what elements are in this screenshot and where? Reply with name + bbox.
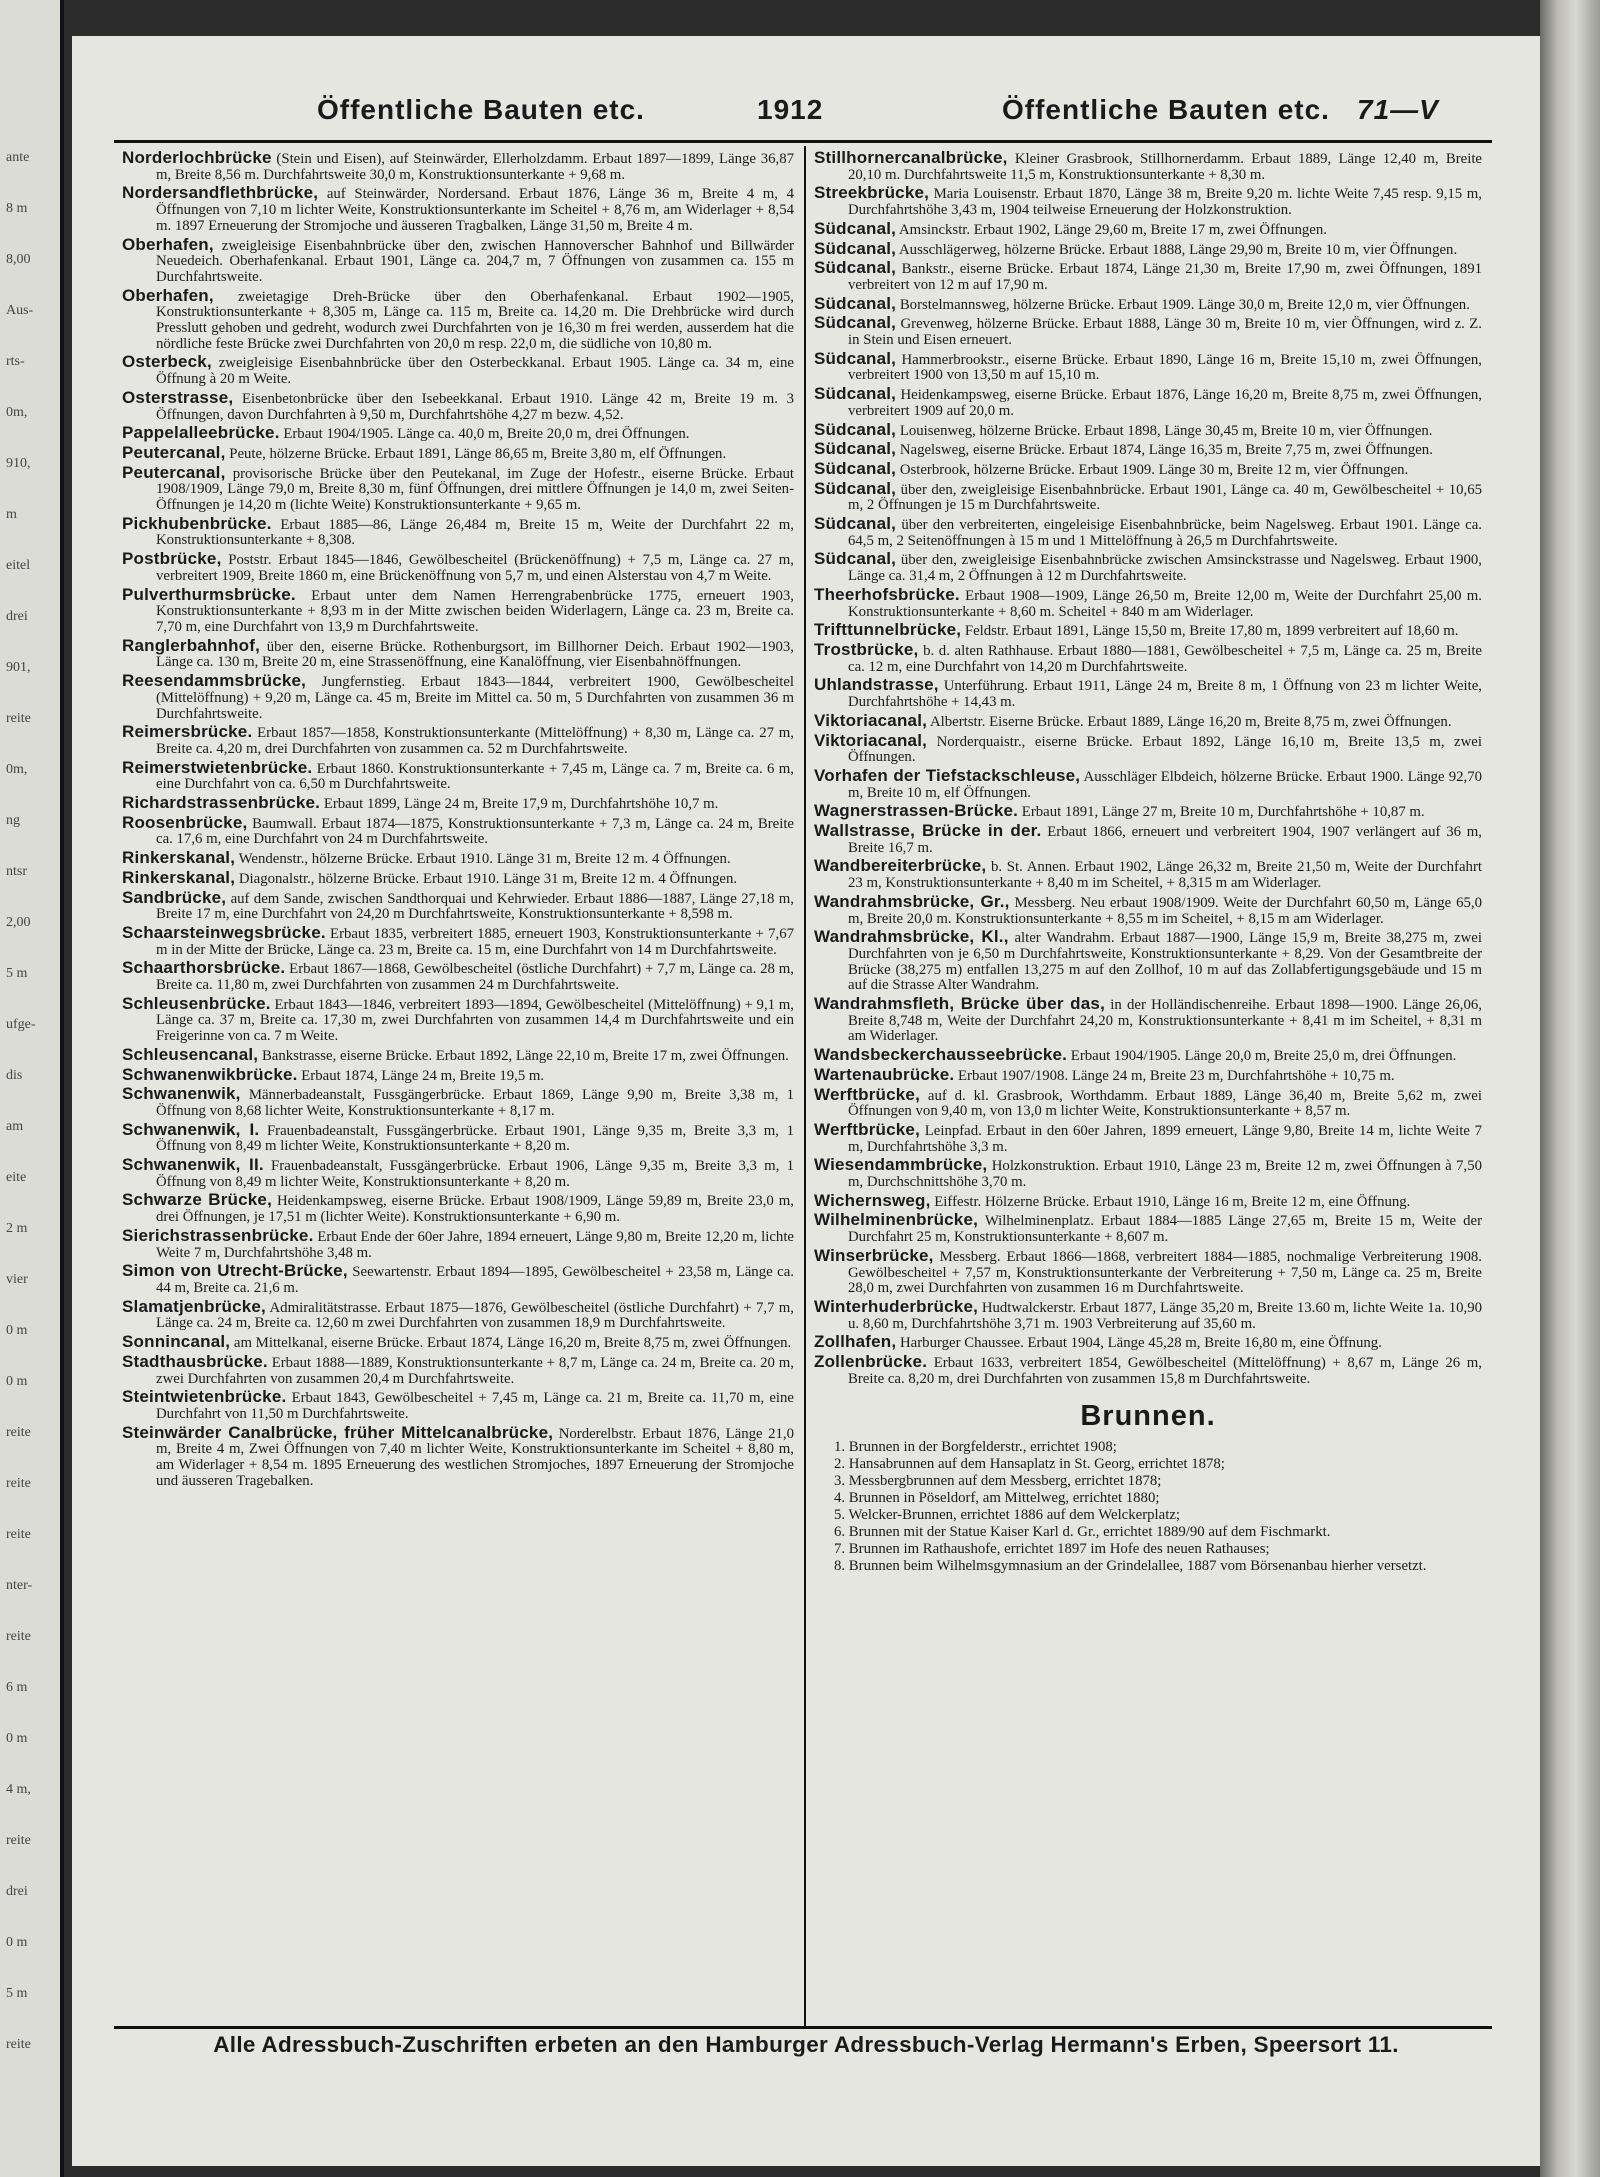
entry-text: Erbaut 1891, Länge 27 m, Breite 10 m, Durchfahrtshöhe + 10,87 m. <box>1021 804 1425 821</box>
entry-name: Wandrahmsbrücke, Kl., <box>814 927 1009 947</box>
directory-entry <box>814 478 1482 514</box>
publisher-footer: Alle Adressbuch-Zuschriften erbeten an den Hamburger Adressbuch-Verlag Hermann's Erben, Speersort 11. <box>213 2032 1399 2057</box>
directory-entry <box>814 639 1482 675</box>
entry-name: Südcanal, <box>814 549 897 569</box>
header-right-title: Öffentliche Bauten etc. <box>1002 94 1330 125</box>
margin-fragment: 8,00 <box>6 252 31 267</box>
entry-name: Osterstrasse, <box>122 387 234 407</box>
entry-name: Südcanal, <box>814 458 897 478</box>
entry-name: Peutercanal, <box>122 462 226 482</box>
entry-text: Erbaut 1885—86, Länge 26,484 m, Breite 15 m, Weite der Durchfahrt 22 m, Konstruktionsunterkante + 8,308. <box>156 516 794 549</box>
directory-entry <box>814 1119 1483 1155</box>
directory-entry <box>814 1299 1482 1332</box>
entry-text: Osterbrook, hölzerne Brücke. Erbaut 1909. Länge 30 m, Breite 12 m, vier Öffnungen. <box>899 461 1409 478</box>
directory-entry <box>122 425 794 443</box>
entry-name: Oberhafen, <box>122 285 214 305</box>
entry-name: Wandrahmsfleth, Brücke über das, <box>814 994 1105 1014</box>
entry-name: Simon von Utrecht-Brücke, <box>122 1261 348 1281</box>
entry-name: Südcanal, <box>814 384 897 404</box>
entry-text: Amsinckstr. Erbaut 1902, Länge 29,60 m, Breite 17 m, zwei Öffnungen. <box>899 221 1327 238</box>
directory-entry <box>122 1389 794 1422</box>
margin-fragment: am <box>6 1119 24 1134</box>
entry-text: Erbaut 1633, verbreitert 1854, Gewölbescheitel (Mittelöffnung) + 8,67 m, Länge 26 m, Breite ca. 8,20 m, drei Durchfahrten von zusammen 15,8 m Durchfahrtsweite. <box>848 1355 1482 1387</box>
entry-name: Zollhafen, <box>814 1332 897 1352</box>
entry-name: Schwanenwikbrücke. <box>122 1064 298 1084</box>
entry-text: Heidenkampsweg, eiserne Brücke. Erbaut 1876, Länge 16,20 m, Breite 8,75 m, zwei Öffnungen, verbreitert 1909 auf 20,0 m. <box>848 387 1483 419</box>
directory-entry <box>814 622 1482 640</box>
entry-name: Winserbrücke, <box>814 1245 934 1265</box>
margin-fragment: 4 m, <box>6 1782 31 1797</box>
margin-fragment: reite <box>6 2037 31 2052</box>
margin-fragment: 0 m <box>6 1374 28 1389</box>
entry-text: Kleiner Grasbrook, Stillhornerdamm. Erbaut 1889, Länge 12,40 m, Breite 20,10 m. Durchfahrtsweite 11,5 m, Konstruktionsunterkante + 8,30 m. <box>848 151 1482 183</box>
entry-name: Ranglerbahnhof, <box>122 635 261 655</box>
margin-fragment: reite <box>6 1629 31 1644</box>
entry-text: Erbaut 1843, Gewölbescheitel + 7,45 m, Länge ca. 21 m, Breite ca. 11,70 m, eine Durchfahrt von 11,50 m Durchfahrtsweite. <box>156 1390 794 1422</box>
entry-name: Steintwietenbrücke. <box>122 1387 287 1407</box>
entry-text: Peute, hölzerne Brücke. Erbaut 1891, Länge 86,65 m, Breite 3,80 m, elf Öffnungen. <box>229 445 727 462</box>
entry-text: Jungfernstieg. Erbaut 1843—1844, verbreitert 1900, Gewölbescheitel (Mittelöffnung) + 9,20 m, Länge ca. 45 m, Breite im Mittel ca. 50 m, 5 Durchfahrten von zusammen 36 m Durchfahrtsweite. <box>156 674 795 722</box>
entry-text: Erbaut 1904/1905. Länge ca. 40,0 m, Breite 20,0 m, drei Öffnungen. <box>283 426 690 443</box>
directory-entry <box>814 218 1482 239</box>
entry-text: Bankstr., eiserne Brücke. Erbaut 1874, Länge 21,30 m, Breite 17,90 m, zwei Öffnungen, 1891 verbreitert von 12 m auf 17,90 m. <box>848 261 1483 293</box>
directory-entry <box>814 516 1482 549</box>
entry-name: Werftbrücke, <box>814 1119 921 1139</box>
directory-entry <box>122 551 794 584</box>
left-column <box>122 150 794 1491</box>
directory-entry <box>814 1354 1482 1387</box>
margin-fragment: rts- <box>6 354 25 369</box>
margin-fragment: 8 m <box>6 201 28 216</box>
margin-fragment: ufge- <box>6 1017 36 1032</box>
margin-fragment: 5 m <box>6 966 28 981</box>
entry-name: Rinkerskanal, <box>122 867 236 887</box>
directory-entry <box>814 891 1482 927</box>
directory-entry <box>814 803 1482 821</box>
entry-name: Werftbrücke, <box>814 1084 921 1104</box>
directory-entry <box>814 419 1482 440</box>
entry-name: Sonnincanal, <box>122 1332 231 1352</box>
entry-text: Ausschlägerweg, hölzerne Brücke. Erbaut 1888, Länge 29,90 m, Breite 10 m, vier Öffnungen. <box>899 241 1458 258</box>
entry-text: Erbaut 1835, verbreitert 1885, erneuert 1903, Konstruktionsunterkante + 7,67 m in der Mitte der Brücke, Länge ca. 23 m, Breite ca. 15 m, eine Durchfahrt von 14 m Durchfahrtsweite. <box>156 925 794 958</box>
brunnen-list <box>814 1439 1482 1575</box>
directory-entry <box>122 635 794 671</box>
entry-name: Südcanal, <box>814 258 897 278</box>
header-rule <box>114 140 1492 143</box>
margin-fragment: reite <box>6 1833 31 1848</box>
directory-entry <box>814 765 1483 801</box>
entry-name: Viktoriacanal, <box>814 730 928 750</box>
brunnen-item: 6. Brunnen mit der Statue Kaiser Karl d. Gr., errichtet 1889/90 auf dem Fischmarkt. <box>834 1523 1331 1540</box>
entry-name: Schwarze Brücke, <box>122 1190 272 1210</box>
margin-fragment: 0m, <box>6 762 28 777</box>
directory-entry <box>122 513 794 549</box>
entry-text: Männerbadeanstalt, Fussgängerbrücke. Erbaut 1869, Länge 9,90 m, Breite 3,38 m, 1 Öffnung von 8,68 lichter Weite, Konstruktionsunterkante + 8,17 m. <box>156 1087 795 1119</box>
directory-entry <box>122 1351 795 1387</box>
margin-fragment: ng <box>6 813 20 828</box>
directory-entry <box>814 293 1482 314</box>
entry-name: Schwanenwik, <box>122 1084 241 1104</box>
margin-fragment: 6 m <box>6 1680 28 1695</box>
entry-text: Wilhelminenplatz. Erbaut 1884—1885 Länge 27,65 m, Breite 15 m, Weite der Durchfahrt 25 m, Konstruktionsunterkante + 8,607 m. <box>848 1213 1482 1246</box>
directory-entry <box>122 150 794 183</box>
directory-entry <box>814 677 1482 710</box>
entry-text: Erbaut Ende der 60er Jahre, 1894 erneuert, Länge 9,80 m, Breite 12,20 m, lichte Weite 7 m, Durchfahrtshöhe 3,48 m. <box>156 1228 794 1261</box>
entry-text: Erbaut 1843—1846, verbreitert 1893—1894, Gewölbescheitel (Mittelöffnung) + 9,1 m, Länge ca. 37 m, Breite ca. 17,30 m, zwei Durchfahrten von zusammen 14,4 m Durchfahrtsweite und ein Freigerinne von ca. 7 m Weite. <box>156 996 794 1045</box>
entry-text: über den, zweigleisige Eisenbahnbrücke. Erbaut 1901, Länge ca. 40 m, Gewölbescheitel + 10,65 m, 2 Öffnungen je 15 m Durchfahrtsweite. <box>848 481 1482 514</box>
directory-entry <box>814 1157 1482 1190</box>
entry-name: Südcanal, <box>814 348 897 368</box>
bridge-entries-right <box>814 150 1482 1388</box>
directory-entry <box>814 348 1482 384</box>
entry-name: Theerhofsbrücke. <box>814 584 960 604</box>
directory-entry <box>814 1190 1482 1211</box>
directory-entry <box>122 442 794 463</box>
entry-name: Stillhornercanalbrücke, <box>814 148 1008 167</box>
entry-name: Schleusencanal, <box>122 1044 259 1064</box>
directory-entry <box>814 996 1482 1045</box>
directory-entry <box>814 458 1482 479</box>
brunnen-item: 2. Hansabrunnen auf dem Hansaplatz in St. Georg, errichtet 1878; <box>834 1455 1225 1472</box>
entry-name: Südcanal, <box>814 439 897 459</box>
entry-text: Erbaut 1866, erneuert und verbreitert 1904, 1907 verlängert auf 36 m, Breite 16,7 m. <box>848 824 1483 856</box>
entry-text: Messberg. Neu erbaut 1908/1909. Weite der Durchfahrt 60,50 m, Länge 65,0 m, Breite 20,0 m. Konstruktionsunterkante + 8,55 m im Scheitel, + 8,15 m am Widerlager. <box>848 894 1482 927</box>
page-number: 71—V <box>1357 94 1439 125</box>
margin-fragment: nter- <box>6 1578 33 1593</box>
entry-text: Wendenstr., hölzerne Brücke. Erbaut 1910. Länge 31 m, Breite 12 m. 4 Öffnungen. <box>238 851 731 868</box>
entry-text: Louisenweg, hölzerne Brücke. Erbaut 1898, Länge 30,45 m, Breite 10 m, vier Öffnungen. <box>899 422 1433 439</box>
brunnen-heading: Brunnen. <box>1080 1399 1216 1432</box>
margin-fragment: vier <box>6 1272 28 1287</box>
entry-name: Viktoriacanal, <box>814 710 928 730</box>
directory-entry <box>122 1422 795 1490</box>
entry-name: Südcanal, <box>814 419 897 439</box>
directory-entry <box>122 462 795 514</box>
directory-entry <box>814 823 1482 856</box>
margin-fragment: 0 m <box>6 1731 28 1746</box>
entry-name: Vorhafen der Tiefstackschleuse, <box>814 765 1081 785</box>
margin-fragment: 901, <box>6 660 31 675</box>
entry-text: in der Holländischenreihe. Erbaut 1898—1900. Länge 26,06, Breite 8,748 m, Weite der Durchfahrt 24,20 m, Konstruktionsunterkante + 8,41 m im Scheitel, + 8,31 m am Widerlager. <box>848 997 1483 1045</box>
directory-entry <box>122 812 794 848</box>
entry-name: Slamatjenbrücke, <box>122 1296 266 1316</box>
entry-name: Südcanal, <box>814 514 897 534</box>
directory-entry <box>122 1064 794 1085</box>
entry-name: Südcanal, <box>814 293 897 313</box>
entry-name: Schaarsteinwegsbrücke. <box>122 922 326 942</box>
entry-text: provisorische Brücke über den Peutekanal, im Zuge der Hofestr., eiserne Brücke. Erbaut 1908/1909, Länge 79,0 m, Breite 8,30 m, fünf Öffnungen, drei mittlere Öffnungen je 14,0 m, zwei Seiten-Öffnungen je 14,20 m (lichte Weite) Konstruktionsunterkante + 9,65 m. <box>156 465 795 514</box>
book-spine-edge <box>1540 0 1600 2177</box>
entry-text: Eisenbetonbrücke über den Isebeekkanal. Erbaut 1910. Länge 42 m, Breite 19 m. 3 Öffnungen, davon Durchfahrten à 9,50 m, Durchfahrtshöhe 4,27 m bezw. 4,52. <box>156 390 795 423</box>
directory-entry <box>814 315 1482 348</box>
entry-text: Admiralitätstrasse. Erbaut 1875—1876, Gewölbescheitel (östliche Durchfahrt) + 7,7 m, Länge ca. 24 m, Breite ca. 12,60 m zwei Durchfahrten von zusammen 18,9 m Durchfahrtsweite. <box>156 1299 794 1332</box>
entry-name: Pulverthurmsbrücke. <box>122 584 296 604</box>
directory-entry <box>122 673 794 722</box>
margin-fragment: m <box>6 507 17 522</box>
entry-text: über den, zweigleisige Eisenbahnbrücke zwischen Amsinckstrasse und Nagelsweg. Erbaut 1900, Länge ca. 31,4 m, 2 Öffnungen à 12 m Durchfahrtsweite. <box>848 552 1482 585</box>
entry-text: Poststr. Erbaut 1845—1846, Gewölbescheitel (Brückenöffnung) + 7,5 m, Länge ca. 27 m, verbreitert 1909, Breite 1860 m, eine Brückenöffnung von 5,7 m, und einen Alsterstau von 4,7 m Weite. <box>156 552 794 584</box>
entry-text: Nagelsweg, eiserne Brücke. Erbaut 1874, Länge 16,35 m, Breite 7,75 m, zwei Öffnungen. <box>899 442 1433 459</box>
entry-name: Reimersbrücke. <box>122 722 253 742</box>
entry-name: Postbrücke, <box>122 549 222 569</box>
entry-text: b. St. Annen. Erbaut 1902, Länge 26,32 m, Breite 21,50 m, Weite der Durchfahrt 23 m, Konstruktionsunterkante + 8,40 m im Scheitel, + 8,315 m am Widerlager. <box>848 859 1482 892</box>
header-year: 1912 <box>757 94 824 125</box>
directory-entry <box>122 354 794 387</box>
entry-name: Sandbrücke, <box>122 887 227 907</box>
directory-entry <box>122 922 794 958</box>
entry-name: Stadthausbrücke. <box>122 1351 268 1371</box>
directory-entry <box>122 757 794 793</box>
entry-name: Richardstrassenbrücke. <box>122 793 321 813</box>
entry-text: Messberg. Erbaut 1866—1868, verbreitert 1884—1885, nochmalige Verbreiterung 1908. Gewölbescheitel + 7,57 m, Konstruktionsunterkante der Verbreiterung + 7,50 m, Länge ca. 25 m, Breite 28,0 m, zwei Durchfahrten von zusammen 16 m Durchfahrtsweite. <box>848 1248 1482 1297</box>
entry-name: Streekbrücke, <box>814 183 930 203</box>
entry-text: Albertstr. Eiserne Brücke. Erbaut 1889, Länge 16,20 m, Breite 8,75 m, zwei Öffnungen. <box>929 713 1452 730</box>
margin-fragment: reite <box>6 1425 31 1440</box>
entry-name: Nordersandflethbrücke, <box>122 183 319 203</box>
directory-entry <box>122 1157 794 1190</box>
entry-name: Wandbereiterbrücke, <box>814 856 987 876</box>
directory-page <box>72 36 1540 2166</box>
previous-page-edge <box>0 0 64 2177</box>
directory-entry <box>814 1064 1482 1085</box>
entry-text: alter Wandrahm. Erbaut 1887—1900, Länge 15,9 m, Breite 38,275 m, zwei Durchfahrten von je 6,50 m Durchfahrtsweite, Konstruktionsunterkante + 8,29. Von der Gesamtbreite der Brücke (38,275 m) entfallen 13,275 m auf den Zollhof, 10 m auf das Zollabfertigungsgebäude und 15 m auf die Strasse Alter Wandrahm. <box>848 930 1482 994</box>
entry-name: Wichernsweg, <box>814 1190 931 1210</box>
entry-text: zweietagige Dreh-Brücke über den Oberhafenkanal. Erbaut 1902—1905, Konstruktionsunterkante + 8,305 m, Länge ca. 115 m, Breite ca. 14,20 m. Die Drehbrücke wird durch Presslutt gehoben und gedreht, wodurch zwei Durchfahrten von je 16,30 m frei werden, ausserdem hat die nördliche feste Brücke zwei Durchfahrten von 20,0 m resp. 22,0 m, die südliche von 10,80 m. <box>156 288 794 352</box>
directory-entry <box>814 441 1482 459</box>
entry-text: auf Steinwärder, Nordersand. Erbaut 1876, Länge 36 m, Breite 4 m, 4 Öffnungen von 7,10 m lichter Weite, Konstruktionsunterkante im Scheitel + 8,76 m, am Widerlager + 8,54 m. 1897 Erneuerung der Stromjoche und äusseren Tragbalken, Länge 31,50 m, Breite 4 m. <box>156 186 795 234</box>
entry-text: Erbaut 1904/1905. Länge 20,0 m, Breite 25,0 m, drei Öffnungen. <box>1070 1048 1457 1065</box>
entry-text: Heidenkampsweg, eiserne Brücke. Erbaut 1908/1909, Länge 59,89 m, Breite 23,0 m, drei Öffnungen, je 17,51 m (lichter Weite). Konstruktionsunterkante + 6,90 m. <box>156 1193 794 1226</box>
margin-fragment: ante <box>6 150 30 165</box>
entry-name: Reimerstwietenbrücke. <box>122 757 313 777</box>
entry-name: Wandsbeckerchausseebrücke. <box>814 1045 1068 1065</box>
directory-entry <box>814 929 1482 994</box>
directory-entry <box>814 386 1482 419</box>
entry-name: Schleusenbrücke. <box>122 993 271 1013</box>
margin-fragment: 5 m <box>6 1986 28 2001</box>
entry-text: Hammerbrookstr., eiserne Brücke. Erbaut 1890, Länge 16 m, Breite 15,10 m, zwei Öffnungen, verbreitert 1900 von 13,50 m auf 15,10 m. <box>848 351 1482 384</box>
entry-name: Wiesendammbrücke, <box>814 1155 988 1175</box>
directory-entry <box>814 584 1482 620</box>
brunnen-item: 7. Brunnen im Rathaushofe, errichtet 1897 im Hofe des neuen Rathauses; <box>834 1540 1270 1557</box>
entry-name: Wallstrasse, Brücke in der. <box>814 821 1042 841</box>
directory-entry <box>814 238 1482 259</box>
header-left-title: Öffentliche Bauten etc. <box>317 94 645 125</box>
entry-text: Erbaut unter dem Namen Herrengrabenbrücke 1775, erneuert 1903, Konstruktionsunterkante + 8,93 m in der Mitte zwischen beiden Widerlagern, Länge ca. 23 m, Breite ca. 7,70 m, eine Durchfahrt von 13,9 m Durchfahrtsweite. <box>156 587 794 635</box>
entry-name: Pickhubenbrücke. <box>122 513 272 533</box>
margin-fragment: 0m, <box>6 405 28 420</box>
entry-text: auf d. kl. Grasbrook, Worthdamm. Erbaut 1889, Länge 36,40 m, Breite 5,62 m, zwei Öffnungen von 9,40 m, von 13,0 m lichter Weite, Konstruktionsunterkante + 8,57 m. <box>848 1087 1482 1120</box>
entry-text: über den verbreiterten, eingeleisige Eisenbahnbrücke, beim Nagelsweg. Erbaut 1901. Länge ca. 64,5 m, 2 Seitenöffnungen à 15 m und 1 Mittelöffnung à 26,5 m Durchfahrtsweite. <box>848 517 1482 549</box>
entry-text: Norderquaistr., eiserne Brücke. Erbaut 1892, Länge 16,10 m, Breite 13,5 m, zwei Öffnungen. <box>848 733 1482 766</box>
entry-name: Südcanal, <box>814 238 897 258</box>
entry-text: Erbaut 1908—1909, Länge 26,50 m, Breite 12,00 m, Weite der Durchfahrt 25,00 m. Konstruktionsunterkante + 8,60 m. Scheitel + 840 m am Widerlager. <box>848 587 1482 620</box>
entry-name: Winterhuderbrücke, <box>814 1297 979 1316</box>
entry-text: Baumwall. Erbaut 1874—1875, Konstruktionsunterkante + 7,3 m, Länge ca. 24 m, Breite ca. 17,6 m, eine Durchfahrt von 24 m Durchfahrtsweite. <box>156 815 794 848</box>
directory-entry <box>814 1334 1482 1352</box>
brunnen-item: 1. Brunnen in der Borgfelderstr., errichtet 1908; <box>834 1438 1117 1455</box>
directory-entry <box>814 730 1482 766</box>
directory-entry <box>122 1263 794 1296</box>
margin-fragment: reite <box>6 711 31 726</box>
entry-text: am Mittelkanal, eiserne Brücke. Erbaut 1874, Länge 16,20 m, Breite 8,75 m, zwei Öffnungen. <box>233 1335 792 1352</box>
entry-text: Erbaut 1860. Konstruktionsunterkante + 7,45 m, Länge ca. 7 m, Breite ca. 6 m, eine Durchfahrt von ca. 6,50 m Durchfahrtsweite. <box>156 760 794 793</box>
entry-text: Grevenweg, hölzerne Brücke. Erbaut 1888, Länge 30 m, Breite 10 m, vier Öffnungen, wird z. Z. in Stein und Eisen erneuert. <box>848 316 1482 349</box>
entry-text: Hudtwalckerstr. Erbaut 1877, Länge 35,20 m, Breite 13.60 m, lichte Weite 1a. 10,90 u. 8,60 m, Durchfahrtshöhe 3,71 m. 1903 Verbreiterung auf 35,60 m. <box>848 1300 1482 1332</box>
entry-text: Frauenbadeanstalt, Fussgängerbrücke. Erbaut 1901, Länge 9,35 m, Breite 3,3 m, 1 Öffnung von 8,49 m lichter Weite, Konstruktionsunterkante + 8,20 m. <box>156 1122 795 1155</box>
directory-entry <box>122 1225 794 1261</box>
entry-text: zweigleisige Eisenbahnbrücke über den, zwischen Hannoverscher Bahnhof und Billwärder Neuedeich. Oberhafenkanal. Erbaut 1901, Länge ca. 204,7 m, 7 Öffnungen von zusammen ca. 155 m Durchfahrtsweite. <box>156 237 794 285</box>
directory-entry <box>122 185 794 234</box>
entry-name: Roosenbrücke, <box>122 812 248 832</box>
entry-text: Erbaut 1899, Länge 24 m, Breite 17,9 m, Durchfahrtshöhe 10,7 m. <box>323 796 719 813</box>
directory-entry <box>122 1296 794 1332</box>
entry-name: Trostbrücke, <box>814 639 919 659</box>
entry-text: auf dem Sande, zwischen Sandthorquai und Kehrwieder. Erbaut 1886—1887, Länge 27,18 m, Breite 17 m, eine Durchfahrt von 24,20 m Durchfahrtsweite, Konstruktionsunterkante + 8,598 m. <box>156 890 794 923</box>
directory-entry <box>122 1044 794 1065</box>
directory-entry <box>814 185 1482 218</box>
directory-entry <box>122 993 794 1045</box>
entry-name: Wandrahmsbrücke, Gr., <box>814 891 1010 911</box>
directory-entry <box>122 724 794 757</box>
entry-text: über den, eiserne Brücke. Rothenburgsort, im Billhorner Deich. Erbaut 1902—1903, Länge ca. 130 m, Breite 20 m, eine Strassenöffnung, eine Kanalöffnung, vier Eisenbahnöffnungen. <box>156 638 794 671</box>
margin-fragment: Aus- <box>6 303 34 318</box>
entry-text: Erbaut 1867—1868, Gewölbescheitel (östliche Durchfahrt) + 7,7 m, Länge ca. 28 m, Breite ca. 11,80 m, zwei Durchfahrten von zusammen 24 m Durchfahrtsweite. <box>156 961 795 994</box>
entry-name: Wagnerstrassen-Brücke. <box>814 801 1019 821</box>
margin-fragment: drei <box>6 609 28 624</box>
footer-rule <box>114 2026 1492 2029</box>
margin-fragment: 2 m <box>6 1221 28 1236</box>
directory-entry <box>122 387 795 423</box>
entry-text: Frauenbadeanstalt, Fussgängerbrücke. Erbaut 1906, Länge 9,35 m, Breite 3,3 m, 1 Öffnung von 8,49 m lichter Weite, Konstruktionsunterkante + 8,20 m. <box>156 1158 795 1190</box>
directory-entry <box>122 1192 794 1225</box>
directory-entry <box>122 584 794 636</box>
directory-entry <box>814 260 1482 293</box>
margin-fragment: 910, <box>6 456 31 471</box>
entry-name: Steinwärder Canalbrücke, früher Mittelcanalbrücke, <box>122 1422 554 1442</box>
entry-name: Norderlochbrücke <box>122 148 272 167</box>
entry-name: Südcanal, <box>814 313 897 333</box>
directory-entry <box>814 150 1482 183</box>
entry-text: Unterführung. Erbaut 1911, Länge 24 m, Breite 8 m, 1 Öffnung von 23 m lichter Weite, Durchfahrtshöhe + 14,43 m. <box>848 678 1483 711</box>
entry-text: (Stein und Eisen), auf Steinwärder, Ellerholzdamm. Erbaut 1897—1899, Länge 36,87 m, Breite 8,56 m. Durchfahrtsweite 30,0 m, Konstruktionsunterkante + 9,68 m. <box>156 151 794 183</box>
entry-name: Peutercanal, <box>122 442 226 462</box>
directory-entry <box>122 285 794 353</box>
directory-entry <box>122 887 794 923</box>
entry-name: Wilhelminenbrücke, <box>814 1210 979 1230</box>
margin-fragment: eite <box>6 1170 27 1185</box>
page-header <box>72 94 1540 134</box>
entry-name: Uhlandstrasse, <box>814 675 939 695</box>
entry-text: Erbaut 1857—1858, Konstruktionsunterkante (Mittelöffnung) + 8,30 m, Länge ca. 27 m, Breite ca. 4,20 m, drei Durchfahrten von zusammen ca. 52 m Durchfahrtsweite. <box>156 725 795 757</box>
right-column <box>814 150 1482 1575</box>
entry-name: Sierichstrassenbrücke. <box>122 1225 314 1245</box>
entry-name: Schwanenwik, I. <box>122 1119 260 1139</box>
entry-text: Borstelmannsweg, hölzerne Brücke. Erbaut 1909. Länge 30,0 m, Breite 12,0 m, vier Öffnungen. <box>899 296 1470 313</box>
entry-text: Bankstrasse, eiserne Brücke. Erbaut 1892, Länge 22,10 m, Breite 17 m, zwei Öffnungen. <box>261 1047 789 1064</box>
brunnen-item: 5. Welcker-Brunnen, errichtet 1886 auf dem Welckerplatz; <box>834 1506 1181 1523</box>
entry-name: Reesendammsbrücke, <box>122 671 307 691</box>
directory-entry <box>122 1119 795 1155</box>
entry-name: Rinkerskanal, <box>122 848 236 868</box>
entry-name: Schaarthorsbrücke. <box>122 958 286 978</box>
entry-text: Erbaut 1874, Länge 24 m, Breite 19,5 m. <box>301 1067 545 1084</box>
entry-name: Wartenaubrücke. <box>814 1064 955 1084</box>
directory-entry <box>814 858 1482 891</box>
directory-entry <box>122 795 794 813</box>
column-divider <box>804 146 806 2026</box>
entry-name: Pappelalleebrücke. <box>122 423 280 443</box>
entry-text: Diagonalstr., hölzerne Brücke. Erbaut 1910. Länge 31 m, Breite 12 m. 4 Öffnungen. <box>238 870 738 887</box>
brunnen-item: 4. Brunnen in Pöseldorf, am Mittelweg, errichtet 1880; <box>834 1489 1160 1506</box>
entry-text: b. d. alten Rathhause. Erbaut 1880—1881, Gewölbescheitel + 7,5 m, Länge ca. 25 m, Breite ca. 12 m, eine Durchfahrt von 14,20 m Durchfahrtsweite. <box>848 642 1482 675</box>
directory-entry <box>814 1047 1482 1065</box>
entry-name: Südcanal, <box>814 218 897 238</box>
entry-name: Südcanal, <box>814 478 897 498</box>
entry-text: Maria Louisenstr. Erbaut 1870, Länge 38 m, Breite 9,20 m. lichte Weite 7,45 resp. 9,15 m, Durchfahrtshöhe 3,43 m, 1904 teilweise Erneuerung der Holzkonstruktion. <box>848 186 1482 219</box>
margin-fragment: ntsr <box>6 864 27 879</box>
entry-name: Schwanenwik, II. <box>122 1155 264 1175</box>
directory-entry <box>814 710 1482 731</box>
entry-text: Feldstr. Erbaut 1891, Länge 15,50 m, Breite 17,80 m, 1899 verbreitert auf 18,60 m. <box>964 623 1459 640</box>
entry-name: Oberhafen, <box>122 234 214 254</box>
directory-entry <box>814 1212 1482 1245</box>
margin-fragment: reite <box>6 1476 31 1491</box>
margin-fragment: drei <box>6 1884 28 1899</box>
directory-entry <box>122 234 794 286</box>
directory-entry <box>122 867 794 888</box>
directory-entry <box>122 1334 794 1352</box>
entry-name: Zollenbrücke. <box>814 1352 928 1372</box>
directory-entry <box>122 1086 794 1119</box>
entry-text: Holzkonstruktion. Erbaut 1910, Länge 23 m, Breite 12 m, zwei Öffnungen à 7,50 m, Durchschnittshöhe 3,70 m. <box>848 1158 1483 1191</box>
entry-text: zweigleisige Eisenbahnbrücke über den Osterbeckkanal. Erbaut 1905. Länge ca. 34 m, eine Öffnung à 20 m Weite. <box>156 355 794 388</box>
entry-text: Harburger Chaussee. Erbaut 1904, Länge 45,28 m, Breite 16,80 m, eine Öffnung. <box>899 1335 1382 1352</box>
entry-name: Trifttunnelbrücke, <box>814 620 962 640</box>
directory-entry <box>814 551 1482 584</box>
entry-text: Ausschläger Elbdeich, hölzerne Brücke. Erbaut 1900. Länge 92,70 m, Breite 10 m, elf Öffnungen. <box>848 768 1483 801</box>
directory-entry <box>122 960 794 993</box>
entry-text: Leinpfad. Erbaut in den 60er Jahren, 1899 erneuert, Länge 9,80, Breite 14 m, lichte Weite 7 m, Durchfahrtshöhe 3,3 m. <box>848 1122 1483 1155</box>
brunnen-item: 3. Messbergbrunnen auf dem Messberg, errichtet 1878; <box>834 1472 1162 1489</box>
entry-name: Osterbeck, <box>122 352 212 372</box>
margin-fragment: dis <box>6 1068 23 1083</box>
directory-entry <box>814 1245 1482 1297</box>
margin-fragment: reite <box>6 1527 31 1542</box>
entry-text: Norderelbstr. Erbaut 1876, Länge 21,0 m, Breite 4 m, Zwei Öffnungen von 7,40 m lichter Weite, Konstruktionsunterkante im Scheitel + 8,80 m, am Widerlager + 8,54 m. 1895 Erneuerung des westlichen Stromjoches, 1897 Erneuerung der Stromjoche und äusseren Tragebalken. <box>156 1425 795 1489</box>
entry-text: Seewartenstr. Erbaut 1894—1895, Gewölbescheitel + 23,58 m, Länge ca. 44 m, Breite ca. 21,6 m. <box>156 1264 795 1296</box>
entry-text: Erbaut 1888—1889, Konstruktionsunterkante + 8,7 m, Länge ca. 24 m, Breite ca. 20 m, zwei Durchfahrten von zusammen 20,4 m Durchfahrtsweite. <box>156 1354 795 1387</box>
margin-fragment: 0 m <box>6 1935 28 1950</box>
directory-entry <box>122 850 794 868</box>
margin-fragment: 0 m <box>6 1323 28 1338</box>
margin-fragment: eitel <box>6 558 31 573</box>
directory-entry <box>814 1084 1482 1120</box>
entry-text: Eiffestr. Hölzerne Brücke. Erbaut 1910, Länge 16 m, Breite 12 m, eine Öffnung. <box>934 1193 1411 1210</box>
entry-text: Erbaut 1907/1908. Länge 24 m, Breite 23 m, Durchfahrtshöhe + 10,75 m. <box>958 1067 1395 1084</box>
brunnen-item: 8. Brunnen beim Wilhelmsgymnasium an der Grindelallee, 1887 vom Börsenanbau hierher versetzt. <box>834 1557 1427 1574</box>
margin-fragment: 2,00 <box>6 915 31 930</box>
